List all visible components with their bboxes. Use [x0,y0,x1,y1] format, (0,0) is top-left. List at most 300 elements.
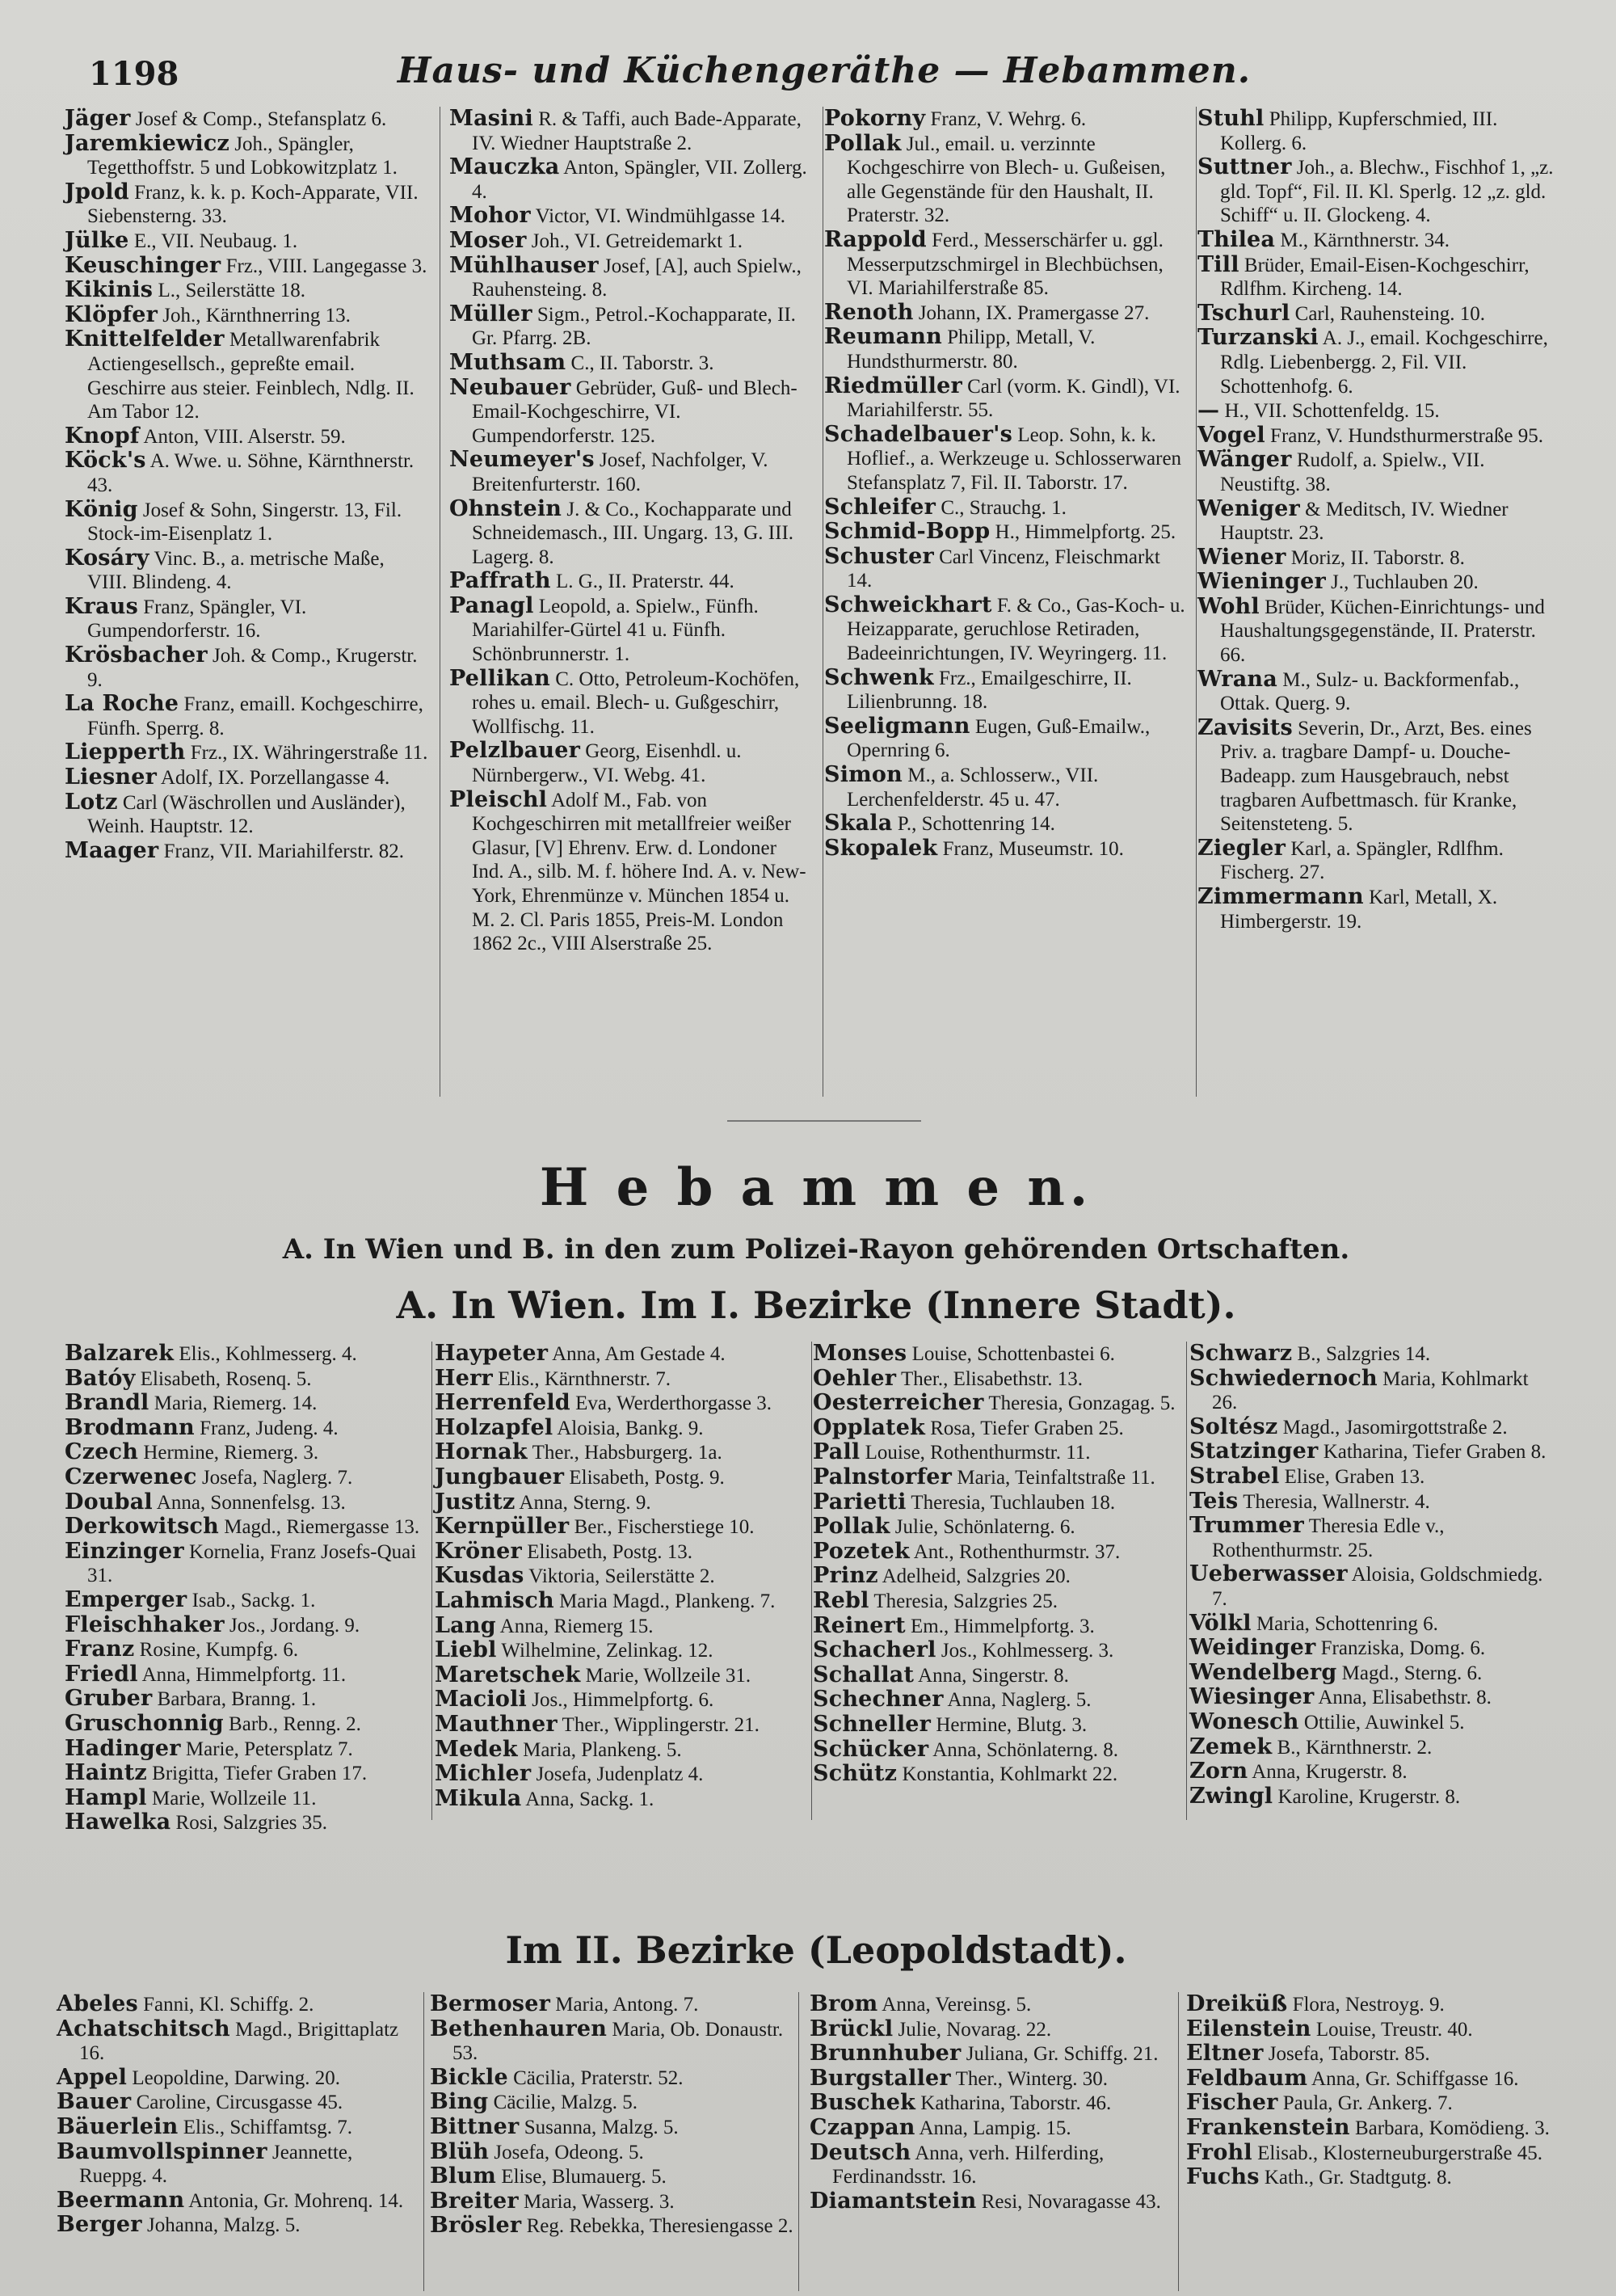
entry-details: Elisabeth, Rosenq. 5. [135,1367,312,1390]
entry-details: Maria, Kohlmarkt 26. [1212,1367,1529,1414]
entry-name: Strabel [1189,1463,1280,1489]
entry-details: Antonia, Gr. Mohrenq. 14. [184,2189,404,2212]
entry-name: Bing [430,2089,489,2115]
entry-name: Schechner [813,1687,944,1713]
directory-entry [810,1992,1173,2017]
entry-name: Batóy [65,1365,136,1391]
directory-entry [65,229,428,254]
entry-details: Anna, Naglerg. 5. [943,1689,1092,1712]
directory-entry [65,498,428,546]
directory-entry [1189,1784,1553,1809]
directory-entry [65,1613,428,1638]
entry-details: Eva, Werderthorgasse 3. [570,1392,772,1415]
entry-name: Neumeyer's [449,447,595,473]
entry-details: Carl (Wäschrollen und Ausländer), Weinh. Hauptstr. 12. [87,791,406,838]
entry-name: Knopf [65,423,140,449]
entry-name: Czech [65,1439,139,1465]
entry-details: Juliana, Gr. Schiffg. 21. [961,2043,1159,2066]
directory-entry [824,714,1188,763]
directory-entry [65,1810,428,1835]
directory-entry [824,301,1188,326]
column-divider [1186,1342,1187,1820]
entry-name: Brandl [65,1390,149,1416]
directory-entry [65,790,428,839]
entry-name: Jülke [65,227,129,253]
column-divider [1196,107,1197,1097]
entry-details: M., Sulz- u. Backformenfab., Ottak. Querg. 9. [1220,668,1520,715]
entry-details: Marie, Petersplatz 7. [180,1738,353,1760]
directory-entry [1197,228,1561,253]
entry-details: C., Strauchg. 1. [936,496,1067,519]
directory-entry [813,1490,1176,1515]
entry-details: Ther., Wipplingerstr. 21. [557,1713,760,1736]
entry-details: Ant., Rothenthurmstr. 37. [909,1540,1121,1563]
entry-name: Reinert [813,1612,906,1638]
entry-details: Josef & Sohn, Singerstr. 13, Fil. Stock-im-Eisenplatz 1. [87,499,402,546]
entry-name: Pelzlbauer [449,738,581,764]
entry-name: Achatschitsch [57,2016,230,2041]
entry-name: Blum [430,2163,497,2189]
entry-details: R. & Taffi, auch Bade-Apparate, IV. Wiedner Hauptstraße 2. [472,108,802,154]
directory-entry [813,1515,1176,1540]
entry-details: Barbara, Komödieng. 3. [1349,2117,1550,2139]
directory-entry [435,1687,798,1713]
entry-details: Adelheid, Salzgries 20. [877,1565,1071,1588]
entry-name: Seeligmann [824,713,970,739]
entry-details: Franz, V. Hundsthurmerstraße 95. [1265,424,1543,447]
directory-entry [824,520,1188,545]
entry-name: Mühlhauser [449,252,599,278]
entry-details: Philipp, Metall, V. Hundsthurmerstr. 80. [847,326,1096,373]
entry-details: Barbara, Branng. 1. [152,1688,317,1711]
entry-name: Wiesinger [1189,1684,1315,1710]
directory-entry [435,1342,798,1367]
directory-entry [65,595,428,643]
entry-details: Theresia, Tuchlauben 18. [906,1491,1116,1514]
entry-details: Franz, Judeng. 4. [194,1417,339,1439]
entry-name: Brunnhuber [810,2041,962,2066]
directory-entry [824,132,1188,228]
entry-name: Vogel [1197,422,1265,448]
entry-details: Carl (vorm. K. Gindl), VI. Mariahilferstr. 55. [847,375,1180,422]
entry-details: Joh., Kärnthnerring 13. [158,304,351,326]
entry-name: Kosáry [65,545,149,571]
directory-entry [813,1614,1176,1639]
directory-entry [813,1416,1176,1441]
entry-name: Skopalek [824,835,938,861]
entry-details: Franz, VII. Mariahilferstr. 82. [158,840,404,862]
entry-name: Zemek [1189,1734,1273,1759]
directory-entry [435,1738,798,1763]
directory-entry [1197,570,1561,595]
directory-entry [1189,1367,1553,1415]
entry-details: Jos., Jordang. 9. [224,1614,360,1637]
entry-details: Marie, Wollzeile 31. [580,1664,751,1687]
entry-name: Thilea [1197,226,1276,252]
entry-details: Philipp, Kupferschmied, III. Kollerg. 6. [1220,108,1498,154]
directory-entry [813,1342,1176,1367]
entry-name: Bauer [57,2089,132,2115]
directory-entry [813,1391,1176,1416]
directory-entry [1197,423,1561,449]
directory-entry [810,2017,1173,2042]
directory-entry [435,1416,798,1441]
entry-details: Anna, Gr. Schiffgasse 16. [1307,2067,1519,2090]
entry-details: Anton, VIII. Alserstr. 59. [139,425,346,448]
directory-entry [435,1367,798,1392]
entry-name: Hawelka [65,1809,171,1835]
entry-name: Deutsch [810,2139,911,2165]
directory-entry [65,254,428,279]
entry-details: Katharina, Taborstr. 46. [915,2092,1112,2115]
entry-name: Berger [57,2212,142,2238]
entry-name: Wänger [1197,447,1292,473]
entry-name: Derkowitsch [65,1514,219,1540]
directory-entry [810,2041,1173,2066]
entry-details: Theresia, Gonzagag. 5. [983,1392,1176,1415]
column-2 [435,1342,798,1811]
entry-name: Kusdas [435,1563,524,1589]
directory-entry [57,1992,420,2017]
directory-entry [1189,1611,1553,1637]
entry-details: Joh. & Comp., Krugerstr. 9. [87,645,418,691]
column-4 [1186,1992,1550,2190]
directory-entry [435,1515,798,1540]
entry-details: Julie, Novarag. 22. [893,2018,1052,2041]
entry-details: Ther., Habsburgerg. 1a. [527,1442,722,1464]
entry-details: Brüder, Email-Eisen-Kochgeschirr, Rdlfhm. Kircheng. 14. [1220,254,1530,301]
entry-details: B., Kärnthnerstr. 2. [1272,1736,1433,1759]
entry-details: Anna, verh. Hilferding, Ferdinandsstr. 16. [832,2142,1105,2189]
entry-details: E., VII. Neubaug. 1. [128,230,298,252]
directory-entry [430,2214,793,2239]
entry-details: Victor, VI. Windmühlgasse 14. [530,205,785,228]
column-divider [423,1992,424,2291]
entry-details: Anna, Krugerstr. 8. [1248,1761,1408,1784]
entry-details: Magd., Brigittaplatz 16. [79,2018,399,2065]
entry-details: Hermine, Riemerg. 3. [138,1442,319,1464]
directory-entry [1189,1514,1553,1562]
directory-entry [813,1738,1176,1763]
entry-name: Feldbaum [1186,2065,1308,2091]
entry-details: Joh., Spängler, Tegetthoffstr. 5 und Lobkowitzplatz 1. [87,133,398,179]
directory-entry [813,1440,1176,1465]
entry-name: Prinz [813,1563,878,1589]
entry-details: Gebrüder, Guß- und Blech-Email-Kochgeschirre, VI. Gumpendorferstr. 125. [472,377,797,447]
entry-details: Paula, Gr. Ankerg. 7. [1277,2092,1453,2115]
directory-entry [824,666,1188,714]
entry-details: Joh., a. Blechw., Fischhof 1, „z. gld. Topf“, Fil. II. Kl. Sperlg. 12 „z. gld. Schiff“ u. II. Glockeng. 4. [1220,157,1554,227]
entry-details: Louise, Rothenthurmstr. 11. [860,1442,1091,1464]
entry-name: Ueberwasser [1189,1561,1348,1587]
entry-name: Beermann [57,2187,185,2213]
entry-name: Liepperth [65,739,186,765]
district-1-listing [65,1341,1568,1835]
directory-entry [824,107,1188,132]
district-2-heading: Im II. Bezirke (Leopoldstadt). [505,1928,1127,1972]
entry-details: P., Schottenring 14. [892,813,1055,836]
entry-name: Ohnstein [449,495,562,521]
column-1 [65,1342,428,1835]
directory-entry [65,1465,428,1490]
entry-details: Elis., Kohlmesserg. 4. [174,1343,357,1365]
entry-name: Gruschonnig [65,1710,224,1736]
entry-name: Brösler [430,2213,522,2239]
entry-name: Blüh [430,2138,490,2164]
directory-entry [1186,1992,1550,2017]
directory-entry [449,448,813,496]
directory-entry [813,1713,1176,1738]
directory-entry [824,593,1188,666]
column-divider [1178,1992,1179,2291]
directory-entry [449,302,813,351]
entry-name: Gruber [65,1686,153,1712]
entry-name: Krösbacher [65,642,208,668]
entry-name: Tschurl [1197,300,1290,326]
entry-details: Ber., Fischerstiege 10. [569,1516,755,1539]
entry-details: L. G., II. Praterstr. 44. [550,571,734,593]
directory-entry [813,1663,1176,1688]
directory-entry [435,1440,798,1465]
directory-entry [813,1589,1176,1614]
entry-name: König [65,496,138,522]
entry-details: Elisab., Klosterneuburgerstraße 45. [1252,2142,1542,2164]
entry-details: Cäcilia, Praterstr. 52. [507,2066,684,2089]
entry-name: Wendelberg [1189,1659,1337,1685]
directory-entry [1197,107,1561,155]
directory-entry [65,1662,428,1687]
entry-name: Eltner [1186,2041,1264,2066]
directory-entry [65,424,428,449]
entry-name: Kikinis [65,277,154,303]
entry-details: Kath., Gr. Stadtgutg. 8. [1259,2167,1452,2189]
entry-details: Ther., Winterg. 30. [950,2067,1108,2090]
entry-details: B., Salzgries 14. [1292,1343,1431,1365]
directory-entry [65,1440,428,1465]
column-divider [811,1342,812,1820]
entry-details: Ferd., Messerschärfer u. ggl. Messerputzschmirgel in Blechbüchsen, VI. Mariahilferstraße 85. [847,229,1164,300]
column-3 [813,1342,1176,1787]
entry-details: Elis., Schiffamtsg. 7. [178,2116,352,2138]
directory-entry [65,1786,428,1811]
directory-entry [1197,398,1561,423]
entry-details: Elise, Blumauerg. 5. [496,2166,667,2189]
top-listing [65,107,1568,1101]
entry-name: Völkl [1189,1610,1252,1636]
directory-entry [810,2091,1173,2116]
entry-details: Anna, Himmelpfortg. 11. [137,1663,347,1686]
district-2-listing [57,1991,1568,2293]
entry-details: Fanni, Kl. Schiffg. 2. [137,1994,314,2016]
entry-details: H., Himmelpfortg. 25. [990,521,1176,544]
entry-name: Pleischl [449,786,548,812]
directory-entry [65,546,428,595]
entry-name: La Roche [65,691,179,717]
entry-name: Schwenk [824,664,934,690]
entry-details: Ther., Elisabethstr. 13. [896,1367,1083,1390]
entry-name: Schleifer [824,494,936,520]
entry-name: Lang [435,1612,496,1638]
entry-name: Bermoser [430,1991,551,2016]
entry-details: Brigitta, Tiefer Graben 17. [146,1763,368,1785]
entry-name: Doubal [65,1489,153,1515]
entry-details: J., Tuchlauben 20. [1325,571,1479,594]
directory-entry [1189,1661,1553,1686]
entry-details: Johann, IX. Pramergasse 27. [913,301,1150,324]
entry-name: Schneller [813,1711,932,1737]
entry-details: Elis., Kärnthnerstr. 7. [492,1367,671,1390]
entry-name: Justitz [435,1489,516,1515]
entry-details: Franz, emaill. Kochgeschirre, Fünfh. Sperrg. 8. [87,693,423,739]
entry-details: Anton, Spängler, VII. Zollerg. 4. [472,157,807,203]
entry-details: Franziska, Domg. 6. [1315,1637,1486,1660]
entry-name: Pellikan [449,665,550,691]
entry-details: Karl, Metall, X. Himbergerstr. 19. [1220,887,1498,933]
directory-entry [813,1465,1176,1490]
entry-details: Josefa, Judenplatz 4. [531,1763,704,1786]
entry-name: Diamantstein [810,2188,977,2214]
directory-entry [65,132,428,180]
entry-details: Aloisia, Bankg. 9. [553,1417,704,1439]
entry-name: Keuschinger [65,252,221,278]
entry-name: Renoth [824,299,914,325]
entry-details: Moriz, II. Taborstr. 8. [1286,546,1465,569]
entry-name: Mauthner [435,1711,558,1737]
entry-details: Resi, Novaragasse 43. [976,2190,1161,2213]
entry-name: Mikula [435,1785,522,1811]
directory-entry [65,107,428,132]
entry-name: Müller [449,301,532,326]
entry-name: Jpold [65,179,129,204]
directory-entry [813,1687,1176,1713]
entry-details: Jeannette, Rueppg. 4. [79,2141,353,2188]
entry-details: Katharina, Tiefer Graben 8. [1318,1441,1547,1464]
directory-entry [1189,1710,1553,1735]
directory-entry [65,643,428,692]
entry-name: Herr [435,1365,493,1391]
directory-entry [449,155,813,204]
entry-details: Kornelia, Franz Josefs-Quai 31. [87,1540,417,1587]
entry-name: Jungbauer [435,1464,565,1489]
entry-details: Marie, Wollzeile 11. [146,1787,317,1809]
column-2 [430,1992,793,2239]
directory-entry [1197,155,1561,228]
entry-details: Reg. Rebekka, Theresiengasse 2. [521,2215,793,2238]
directory-entry [824,836,1188,862]
entry-name: Appel [57,2064,128,2090]
entry-details: Josef, [A], auch Spielw., Rauhensteing. 8. [472,255,802,301]
directory-entry [65,765,428,790]
column-1 [65,107,428,863]
directory-entry [449,229,813,254]
directory-entry [810,2189,1173,2214]
entry-name: Schallat [813,1662,915,1687]
directory-entry [1197,668,1561,716]
entry-name: Wonesch [1189,1708,1299,1734]
entry-details: Theresia, Wallnerstr. 4. [1238,1490,1430,1513]
entry-details: Viktoria, Seilerstätte 2. [524,1565,715,1588]
entry-details: Konstantia, Kohlmarkt 22. [897,1763,1118,1786]
directory-entry [430,2189,793,2214]
entry-name: Statzinger [1189,1439,1319,1464]
entry-details: Maria, Plankeng. 5. [517,1738,682,1761]
directory-entry [435,1787,798,1812]
entry-name: Monses [813,1341,907,1366]
directory-entry [435,1638,798,1663]
entry-name: Riedmüller [824,373,962,398]
entry-details: Leopoldine, Darwing. 20. [127,2066,340,2089]
directory-entry [430,2140,793,2165]
entry-details: J. & Co., Kochapparate und Schneidemasch., III. Ungarg. 13, G. III. Lagerg. 8. [472,498,794,568]
entry-name: Teis [1189,1488,1239,1514]
entry-name: Weniger [1197,495,1300,521]
entry-name: Kraus [65,593,139,619]
entry-name: Stuhl [1197,106,1265,131]
entry-name: Ziegler [1197,835,1286,861]
column-1 [57,1992,420,2238]
entry-details: Anna, Vereinsg. 5. [877,1994,1032,2016]
entry-name: Burgstaller [810,2065,951,2091]
column-4 [1189,1342,1553,1809]
directory-entry [1189,1562,1553,1611]
entry-name: Trummer [1189,1513,1304,1539]
entry-details: Theresia, Salzgries 25. [869,1590,1058,1612]
directory-entry [1186,2091,1550,2116]
entry-details: Karl, a. Spängler, Rdlfhm. Fischerg. 27. [1220,837,1504,884]
entry-name: Soltész [1189,1413,1278,1439]
entry-details: Josefa, Taborstr. 85. [1263,2043,1430,2066]
directory-entry [824,374,1188,423]
entry-details: Jul., email. u. verzinnte Kochgeschirre von Blech- u. Gußeisen, alle Gegenstände für den Haushalt, II. Praterstr. 32. [847,133,1166,227]
entry-details: Carl Vincenz, Fleischmarkt 14. [847,546,1160,592]
entry-details: Leopold, a. Spielw., Fünfh. Mariahilfer-Gürtel 41 u. Fünfh. Schönbrunnerstr. 1. [472,595,759,666]
entry-name: Pokorny [824,106,926,131]
main-heading: H e b a m m e n. [539,1157,1093,1218]
entry-name: Fuchs [1186,2164,1260,2190]
directory-entry [813,1367,1176,1392]
entry-details: Brüder, Küchen-Einrichtungs- und Haushaltungsgegenstände, II. Praterstr. 66. [1220,596,1545,667]
entry-details: & Meditsch, IV. Wiedner Hauptstr. 23. [1220,498,1509,545]
directory-entry [65,278,428,303]
entry-details: C. Otto, Petroleum-Kochöfen, rohes u. email. Blech- u. Gußgeschirr, Wollfischg. 11. [472,668,800,738]
entry-name: Masini [449,106,533,131]
entry-details: Magd., Riemergasse 13. [218,1516,420,1539]
directory-entry [824,228,1188,301]
entry-name: Zwingl [1189,1783,1273,1809]
entry-name: Fischer [1186,2090,1278,2116]
entry-details: Aloisia, Goldschmiedg. 7. [1212,1564,1543,1610]
entry-details: Barb., Renng. 2. [223,1713,361,1735]
directory-entry [57,2066,420,2091]
entry-details: Joh., VI. Getreidemarkt 1. [526,230,743,252]
directory-entry [449,351,813,376]
directory-entry [65,1342,428,1367]
entry-details: Johanna, Malzg. 5. [141,2214,301,2237]
directory-entry [449,594,813,667]
directory-entry [65,740,428,765]
directory-entry [810,2066,1173,2092]
directory-entry [65,327,428,423]
directory-entry [1197,448,1561,496]
column-divider [431,1342,432,1820]
directory-entry [65,303,428,328]
entry-name: Holzapfel [435,1414,553,1440]
entry-name: Wohl [1197,593,1260,619]
column-4 [1197,107,1561,933]
directory-entry [1186,2141,1550,2166]
entry-name: Herrenfeld [435,1390,570,1416]
directory-entry [65,1367,428,1392]
